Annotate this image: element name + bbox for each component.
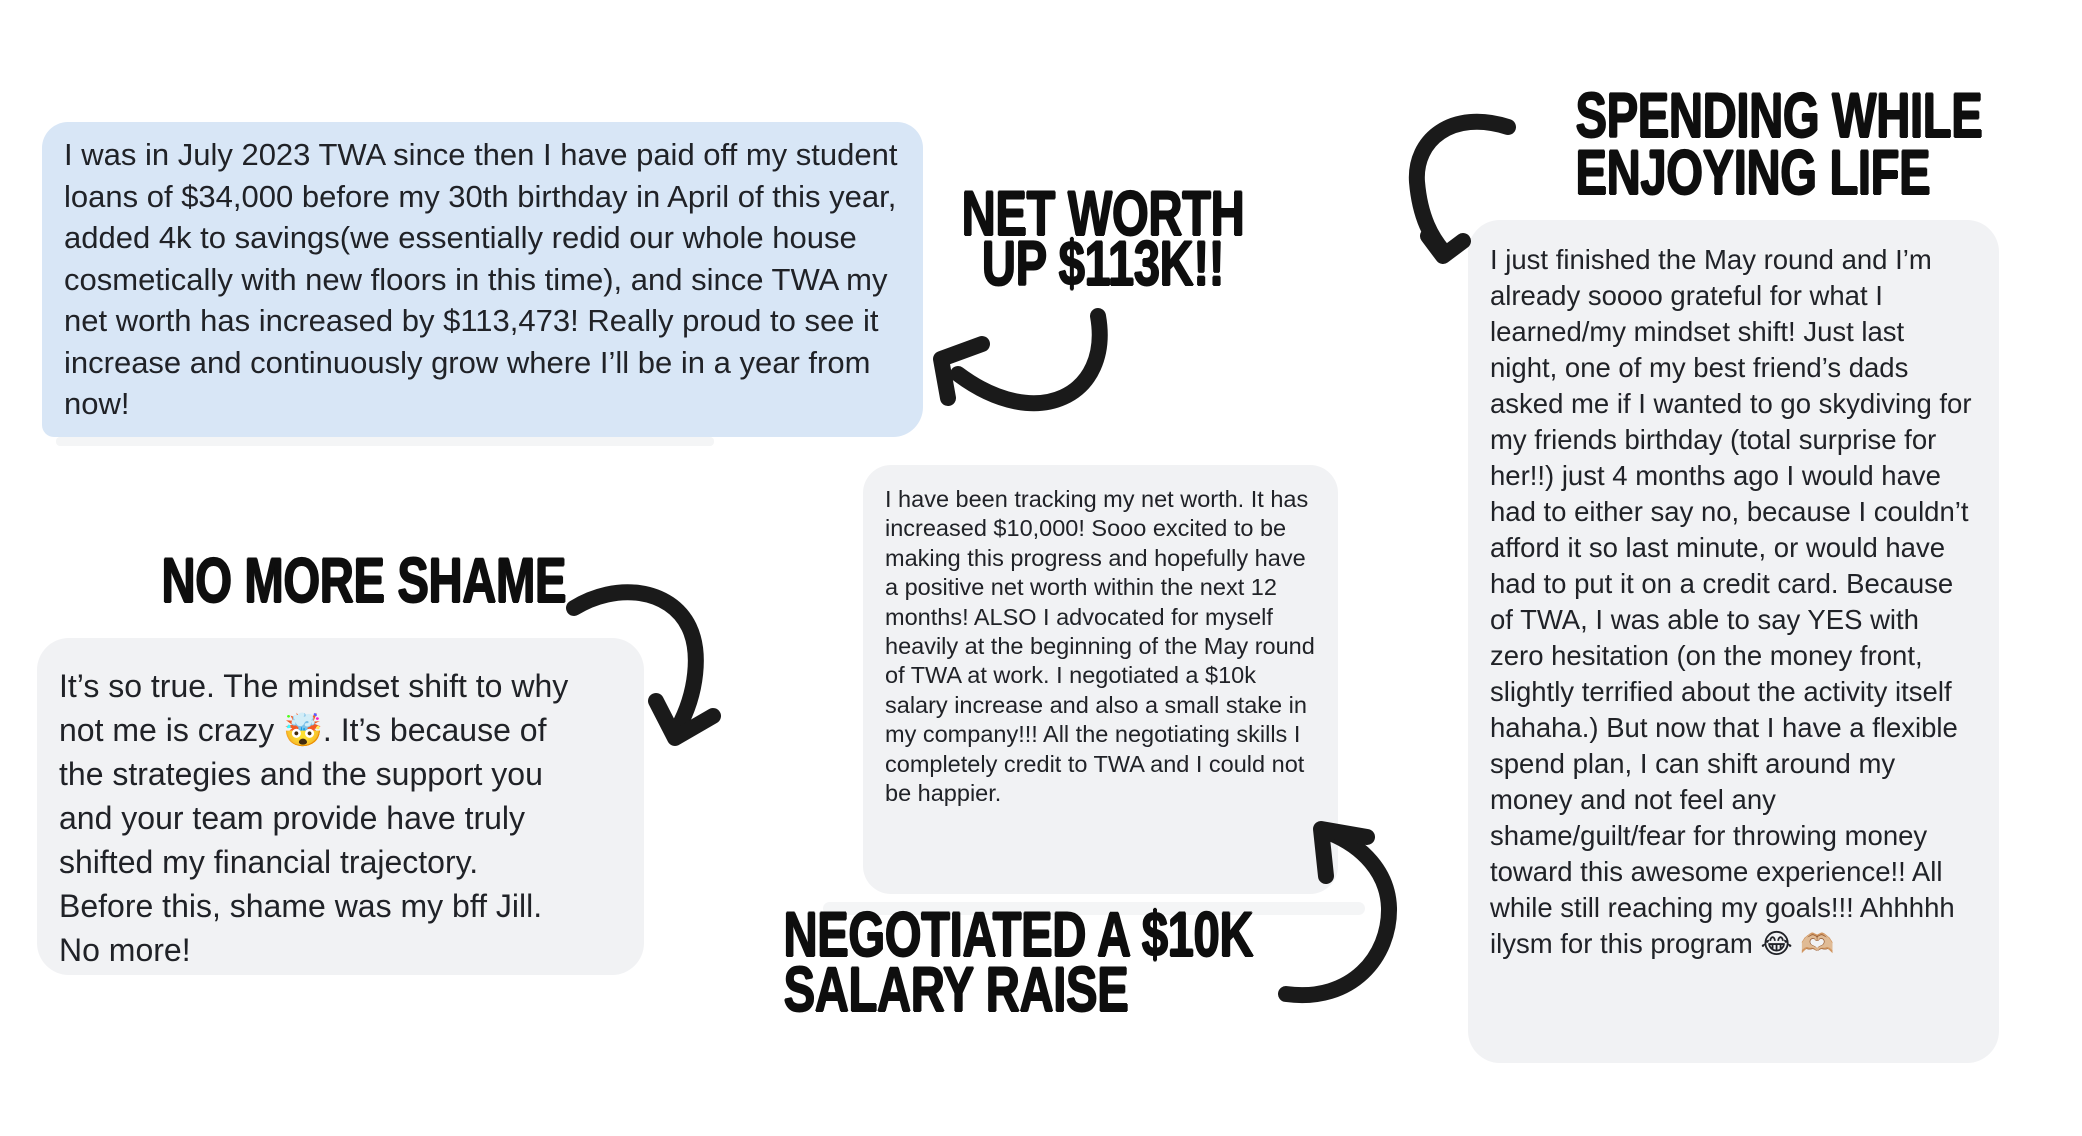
message-bubble-no-shame: It’s so true. The mindset shift to why not me is crazy 🤯. It’s because of the strategies and the support you and your team provide have truly shifted my financial trajectory. Before this, shame was my bff Jill. No more! [37,638,644,975]
heading-spending-line2: ENJOYING LIFE [1575,138,1931,208]
heading-spending-while-enjoying-life [1518,81,1983,208]
curved-arrow-to-net-worth-bubble-icon [941,316,1100,403]
heading-net-worth-line2: UP $113K!! [981,229,1225,299]
heading-negotiated-salary-raise [726,900,1254,1025]
heading-net-worth-line1: NET WORTH [961,179,1245,249]
heading-spending-line1: SPENDING WHILE [1575,81,1983,151]
heading-no-more-shame [104,546,567,616]
screenshot-edge [56,437,714,446]
heading-no-more-shame-line1: NO MORE SHAME [161,546,567,616]
message-bubble-salary-raise: I have been tracking my net worth. It has increased $10,000! Sooo excited to be making this progress and hopefully have a positive net worth within the next 12 months! ALSO I advocated for myself heavily at the beginning of the May round of TWA at work. I negotiated a $10k salary increase and also a small stake in my company!!! All the negotiating skills I completely credit to TWA and I could not be happier. [863,465,1338,894]
message-bubble-net-worth: I was in July 2023 TWA since then I have paid off my student loans of $34,000 before my 30th birthday in April of this year, added 4k to savings(we essentially redid our whole house cosmetically with new floors in this time), and since TWA my net worth has increased by $113,473! Really proud to see it increase and continuously grow where I’ll be in a year from now! [42,122,923,437]
heading-negotiated-line2: SALARY RAISE [783,955,1129,1025]
heading-net-worth [903,179,1303,299]
heading-negotiated-line1: NEGOTIATED A $10K [783,900,1254,970]
message-bubble-spending: I just finished the May round and I’m already soooo grateful for what I learned/my mindset shift! Just last night, one of my best friend’s dads asked me if I wanted to go skydiving for my friends birthday (total surprise for her!!) just 4 months ago I would have had to either say no, because I couldn’t afford it so last minute, or would have had to put it on a credit card. Because of TWA, I was able to say YES with zero hesitation (on the money front, slightly terrified about the activity itself hahaha.) But now that I have a flexible spend plan, I can shift around my money and not feel any shame/guilt/fear for throwing money toward this awesome experience!! All while still reaching my goals!!! Ahhhhh ilysm for this program 😂 🫶🏼 [1468,220,1999,1063]
